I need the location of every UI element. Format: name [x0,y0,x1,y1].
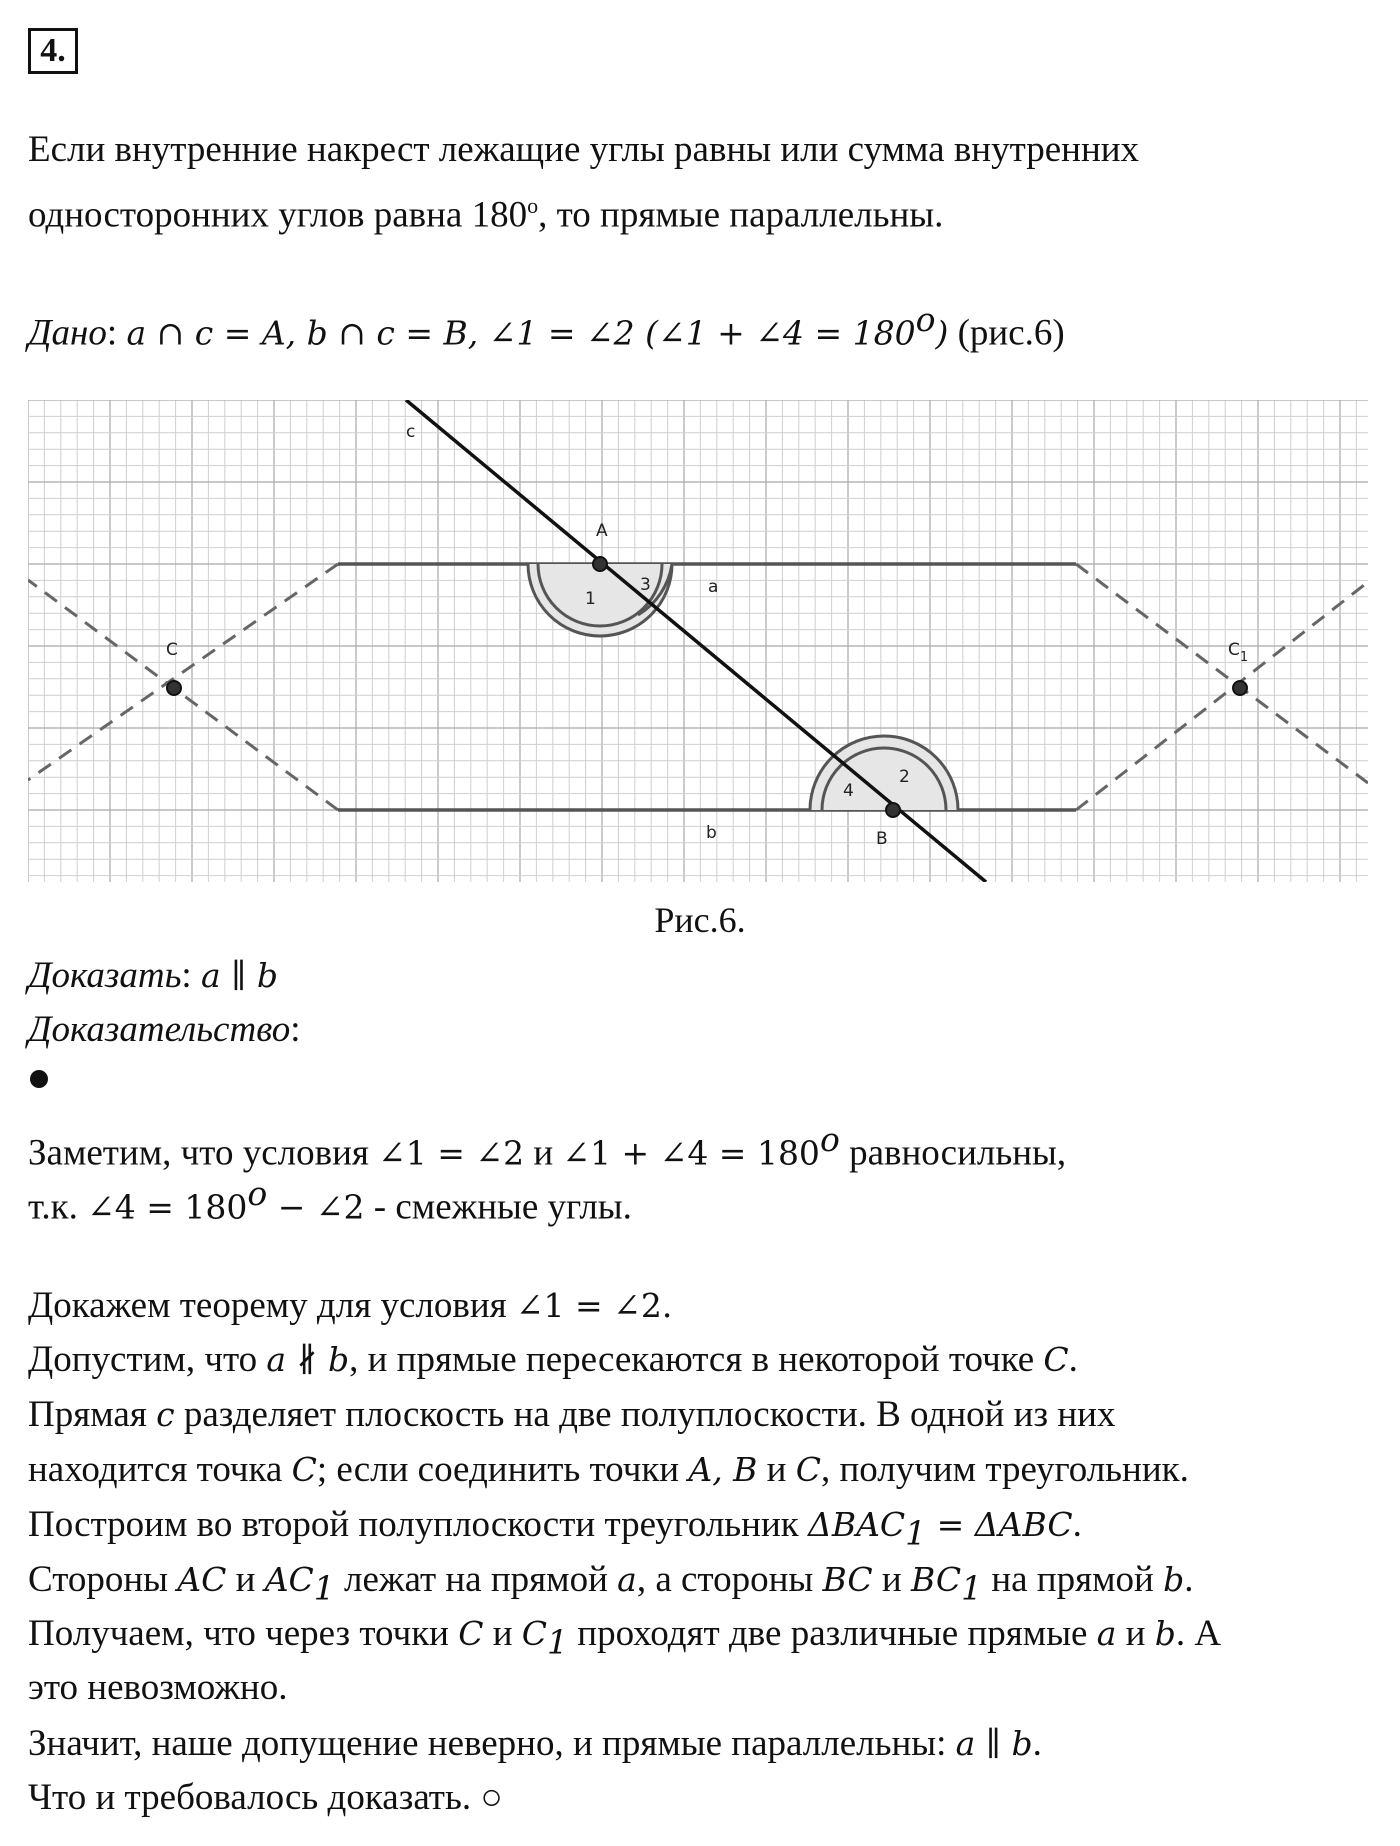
proof-line-11: Значит, наше допущение неверно, и прямые параллельны: a ∥ b. [28,1723,1042,1764]
proof-line-12: Что и требовалось доказать. ○ [28,1777,503,1818]
label-b: b [706,823,717,843]
dashed-line-right-lower [1076,582,1368,810]
proof-line-9: Получаем, что через точки C и $C_1$ проходят две различные прямые a и b. А [28,1613,1222,1662]
label-A: A [596,521,608,541]
figure-caption: Рис.6. [654,900,746,940]
proof-line-3: Докажем теорему для условия ∠1 = ∠2. [28,1285,673,1326]
given-line: Дано: a ∩ c = A, b ∩ c = B, ∠1 = ∠2 (∠1 + ∠4 = $180^o$) (рис.6) [28,300,1065,354]
proof-line-7: Построим во второй полуплоскости треугольник $\Delta BAC_1 = \Delta ABC$. [28,1504,1082,1553]
prove-line: Доказать: a ∥ b [28,955,278,996]
proof-line-5: Прямая c разделяет плоскость на две полуплоскости. В одной из них [28,1394,1116,1435]
label-c: c [406,422,416,442]
label-angle-3: 3 [640,575,651,595]
proof-line-2: т.к. ∠4 = $180^o$ − ∠2 - смежные углы. [28,1174,632,1228]
label-C1: $C_1$ [1228,640,1249,665]
point-C1 [1233,681,1247,695]
label-angle-2: 2 [899,767,910,787]
dashed-extensions [28,564,1368,810]
proof-line-4: Допустим, что a ∦ b, и прямые пересекаются в некоторой точке C. [28,1339,1078,1380]
task-number: 4. [28,28,78,74]
label-B: B [876,829,888,849]
point-A [593,557,607,571]
geometry-figure [28,400,1368,882]
prove-math: a ∥ b [200,956,278,995]
proof-line-1: Заметим, что условия ∠1 = ∠2 и ∠1 + ∠4 = $180^o$ равносильны, [28,1120,1067,1174]
point-C [167,681,181,695]
theorem-line-1: Если внутренние накрест лежащие углы равны или сумма внутренних [28,129,1140,170]
label-C: C [166,640,178,660]
proof-line-8: Стороны AC и $AC_1$ лежат на прямой a, а стороны BC и $BC_1$ на прямой b. [28,1559,1194,1608]
point-B [886,803,900,817]
prove-label: Доказать [28,955,182,996]
label-angle-4: 4 [843,781,854,801]
proof-heading: Доказательство: [28,1009,301,1050]
given-label: Дано [28,312,107,354]
proof-line-6: находится точка C; если соединить точки A, B и C, получим треугольник. [28,1449,1189,1490]
proof-line-10: это невозможно. [28,1667,288,1708]
figure-reference: (рис.6) [948,312,1065,354]
label-a: a [708,577,719,597]
theorem-line-2: односторонних углов равна 180$^o$, то прямые параллельны. [28,193,944,236]
bullet-point [30,1070,48,1088]
label-angle-1: 1 [585,589,596,609]
given-math: a ∩ c = A, b ∩ c = B, ∠1 = ∠2 (∠1 + ∠4 = 180 [126,313,916,353]
